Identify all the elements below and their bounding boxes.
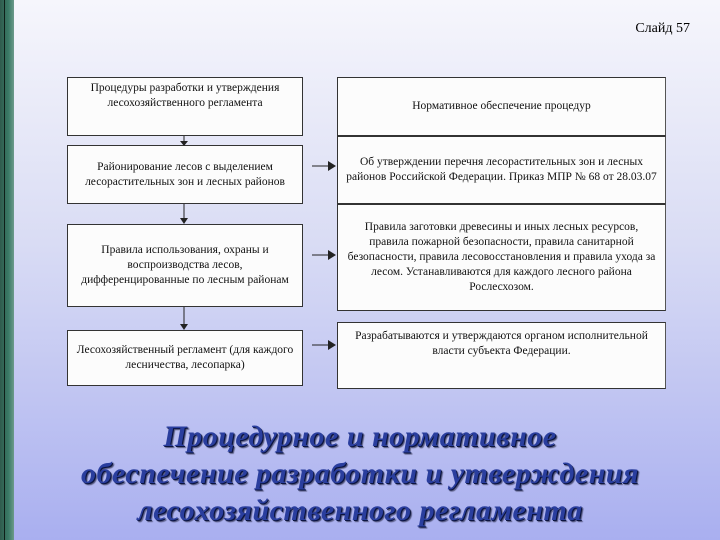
arrow-down-icon [180,307,188,330]
slide-title [0,418,720,529]
normative-header-text: Нормативное обеспечение процедур [412,100,591,112]
forestry-regulation-text: Лесохозяйственный регламент (для каждого лесничества, лесопарка) [76,344,294,371]
title-line-3: лесохозяйственного регламента [137,494,583,527]
procedures-header-text: Процедуры разработки и утверждения лесохозяйственного регламента [90,82,280,109]
arrow-down-icon [180,136,188,146]
arrow-right-icon [312,160,336,172]
title-line-1: Процедурное и нормативное [163,420,557,453]
regional-authority-text: Разрабатываются и утверждаются органом исполнительной власти субъекта Федерации. [355,330,648,357]
slide-number: Слайд 57 [635,21,690,36]
forestry-regulation-box [67,330,303,386]
forest-use-rules-box [67,224,303,307]
arrow-right-icon [312,339,336,351]
ministry-order-text: Об утверждении перечня лесорастительных зон и лесных районов Российской Федерации. Приказ МПР № 68 от 28.03.07 [346,156,657,183]
regional-authority-box [337,322,666,389]
procedures-header-box [67,77,303,136]
zoning-text: Районирование лесов с выделением лесорастительных зон и лесных районов [85,160,285,188]
title-line-2: обеспечение разработки и утверждения [80,457,640,490]
forest-use-rules-text: Правила использования, охраны и воспроизводства лесов, дифференцированные по лесным районам [81,244,289,286]
arrow-right-icon [312,249,336,261]
harvesting-rules-text: Правила заготовки древесины и иных лесных ресурсов, правила пожарной безопасности, правила санитарной безопасности, правила лесовосстановления и правила ухода за лесом. Устанавливаются для каждого лесного района Рослесхозом. [347,221,656,293]
ministry-order-box [337,136,666,204]
normative-header-box [337,77,666,136]
zoning-box [67,145,303,204]
harvesting-rules-box [337,204,666,311]
arrow-down-icon [180,204,188,224]
